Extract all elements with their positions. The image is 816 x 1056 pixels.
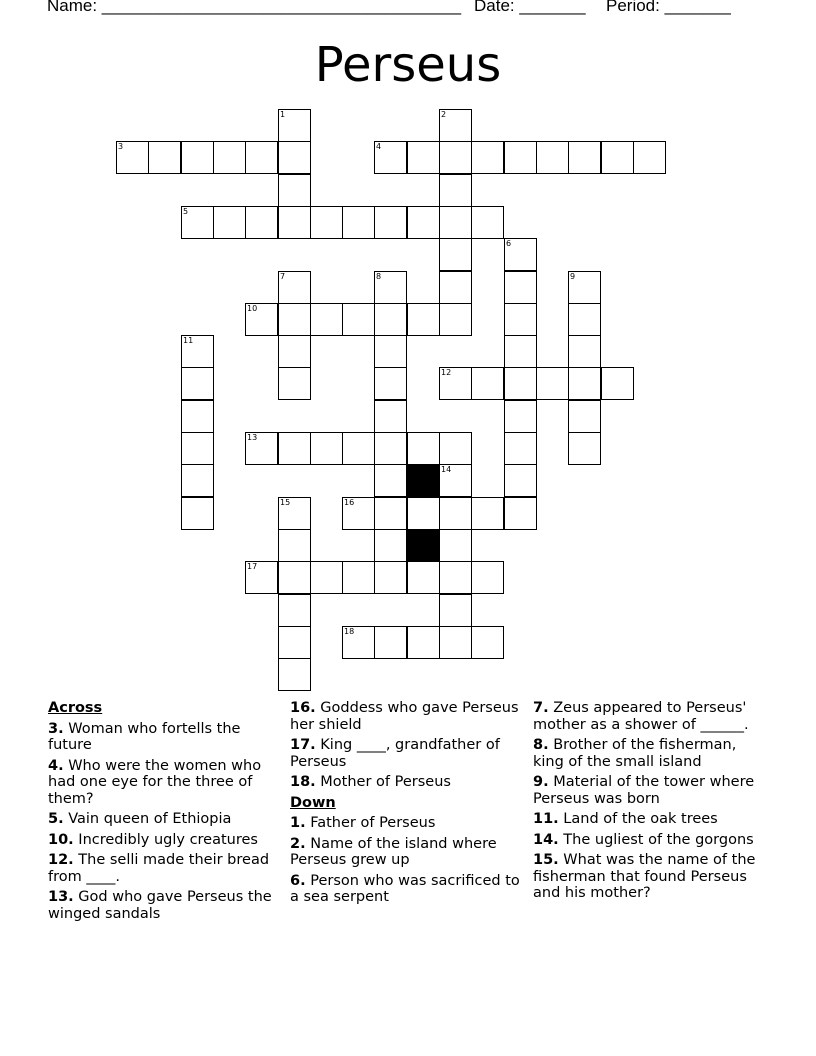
clue-text: Father of Perseus	[310, 815, 436, 831]
clue-number: 16	[344, 498, 355, 507]
crossword-cell[interactable]	[504, 335, 537, 368]
clue-number: 5	[183, 207, 189, 216]
crossword-cell[interactable]	[504, 303, 537, 336]
crossword-cell[interactable]	[439, 174, 472, 207]
crossword-cell[interactable]	[278, 109, 311, 142]
crossword-cell[interactable]	[278, 303, 311, 336]
clue-text: Land of the oak trees	[563, 811, 718, 827]
crossword-cell[interactable]	[278, 141, 311, 174]
clue-number: 8	[376, 272, 382, 281]
crossword-cell[interactable]	[374, 303, 407, 336]
crossword-cell[interactable]	[278, 594, 311, 627]
crossword-cell[interactable]	[245, 206, 278, 239]
clue-number-label: 3.	[48, 720, 64, 737]
clue-item	[290, 815, 525, 832]
crossword-cell[interactable]	[278, 658, 311, 691]
clue-item	[48, 832, 283, 849]
crossword-cell[interactable]	[245, 561, 278, 594]
clue-text: Material of the tower where Perseus was born	[533, 774, 755, 807]
crossword-cell[interactable]	[278, 206, 311, 239]
clue-number-label: 5.	[48, 811, 64, 827]
clue-number: 1	[280, 110, 286, 119]
clue-number-label: 6.	[290, 872, 306, 889]
crossword-cell[interactable]	[310, 561, 343, 594]
crossword-cell[interactable]	[342, 432, 375, 465]
clue-text: Brother of the fisherman, king of the small island	[533, 737, 737, 770]
crossword-cell[interactable]	[278, 432, 311, 465]
clue-number: 15	[280, 498, 291, 507]
crossword-cell[interactable]	[439, 238, 472, 271]
clue-number-label: 8.	[533, 737, 549, 753]
crossword-cell[interactable]	[439, 271, 472, 304]
page-title: Perseus	[314, 37, 502, 93]
crossword-cell[interactable]	[407, 303, 440, 336]
crossword-cell[interactable]	[342, 626, 375, 659]
crossword-cell[interactable]	[407, 561, 440, 594]
clue-number-label: 10.	[48, 831, 74, 848]
crossword-cell[interactable]	[374, 464, 407, 497]
across-heading: Across	[48, 700, 103, 716]
crossword-cell[interactable]	[181, 141, 214, 174]
crossword-cell[interactable]	[148, 141, 181, 174]
crossword-cell[interactable]	[245, 432, 278, 465]
crossword-cell[interactable]	[439, 206, 472, 239]
crossword-cell[interactable]	[374, 271, 407, 304]
crossword-cell[interactable]	[278, 626, 311, 659]
clue-item	[533, 811, 763, 828]
clue-number-label: 18.	[290, 774, 316, 790]
crossword-cell[interactable]	[568, 367, 601, 400]
crossword-cell[interactable]	[374, 141, 407, 174]
clue-text: Goddess who gave Perseus her shield	[290, 700, 519, 733]
crossword-cell[interactable]	[439, 529, 472, 562]
crossword-cell[interactable]	[278, 174, 311, 207]
clue-column-1	[48, 700, 283, 926]
clue-text: Zeus appeared to Perseus' mother as a shower of ______.	[533, 700, 749, 733]
crossword-cell[interactable]	[407, 206, 440, 239]
crossword-cell[interactable]	[278, 529, 311, 562]
crossword-cell[interactable]	[471, 626, 504, 659]
clue-number-label: 13.	[48, 889, 74, 905]
clue-number-label: 1.	[290, 815, 306, 831]
crossword-cell[interactable]	[568, 432, 601, 465]
crossword-cell[interactable]	[278, 367, 311, 400]
crossword-cell[interactable]	[278, 497, 311, 530]
clue-text: King ____, grandfather of Perseus	[290, 737, 500, 770]
period-field[interactable]: Period: _______	[606, 0, 731, 15]
crossword-cell[interactable]	[374, 335, 407, 368]
clue-number: 17	[247, 562, 258, 571]
crossword-cell[interactable]	[407, 432, 440, 465]
clue-text: Incredibly ugly creatures	[78, 831, 258, 848]
crossword-cell[interactable]	[181, 400, 214, 433]
crossword-cell[interactable]	[439, 303, 472, 336]
clue-column-2	[290, 700, 525, 910]
crossword-cell[interactable]	[181, 464, 214, 497]
crossword-cell[interactable]	[439, 626, 472, 659]
crossword-cell[interactable]	[439, 594, 472, 627]
clue-text: Mother of Perseus	[320, 774, 451, 790]
crossword-cell[interactable]	[504, 238, 537, 271]
clue-item	[290, 836, 525, 869]
crossword-cell[interactable]	[310, 206, 343, 239]
crossword-cell[interactable]	[439, 464, 472, 497]
crossword-cell[interactable]	[342, 497, 375, 530]
crossword-cell[interactable]	[568, 400, 601, 433]
crossword-cell[interactable]	[471, 141, 504, 174]
clue-number: 10	[247, 304, 258, 313]
clue-item	[48, 852, 283, 885]
crossword-cell[interactable]	[374, 497, 407, 530]
crossword-cell[interactable]	[310, 432, 343, 465]
crossword-cell[interactable]	[245, 141, 278, 174]
crossword-cell[interactable]	[213, 206, 246, 239]
crossword-cell[interactable]	[504, 141, 537, 174]
crossword-cell[interactable]	[181, 497, 214, 530]
crossword-cell[interactable]	[439, 367, 472, 400]
crossword-cell[interactable]	[504, 432, 537, 465]
crossword-cell[interactable]	[407, 141, 440, 174]
clue-number: 13	[247, 433, 258, 442]
crossword-cell[interactable]	[278, 271, 311, 304]
clue-number-label: 7.	[533, 700, 549, 716]
crossword-cell[interactable]	[568, 141, 601, 174]
clue-number: 18	[344, 627, 355, 636]
clue-item	[533, 737, 763, 770]
clue-number-label: 11.	[533, 811, 559, 827]
clue-text: Woman who fortells the future	[48, 720, 241, 753]
crossword-cell[interactable]	[116, 141, 149, 174]
crossword-cell[interactable]	[278, 561, 311, 594]
crossword-cell[interactable]	[310, 303, 343, 336]
clue-text: What was the name of the fisherman that found Perseus and his mother?	[533, 852, 756, 901]
clue-item	[48, 811, 283, 828]
clue-text: God who gave Perseus the winged sandals	[48, 889, 272, 922]
clue-item	[48, 758, 283, 808]
clue-number: 6	[506, 239, 512, 248]
down-heading: Down	[290, 794, 336, 811]
crossword-cell[interactable]	[407, 626, 440, 659]
crossword-cell[interactable]	[439, 497, 472, 530]
clue-number-label: 12.	[48, 852, 74, 868]
crossword-cell[interactable]	[374, 626, 407, 659]
crossword-cell[interactable]	[245, 303, 278, 336]
clue-item	[290, 873, 525, 906]
crossword-cell[interactable]	[407, 497, 440, 530]
crossword-cell[interactable]	[471, 561, 504, 594]
crossword-cell[interactable]	[213, 141, 246, 174]
clue-item	[533, 774, 763, 807]
clue-number-label: 16.	[290, 700, 316, 716]
crossword-cell[interactable]	[342, 561, 375, 594]
clue-number: 11	[183, 336, 194, 345]
clue-number-label: 2.	[290, 835, 306, 852]
clue-number: 4	[376, 142, 382, 151]
clue-number-label: 9.	[533, 774, 549, 790]
date-field[interactable]: Date: _______	[474, 0, 586, 15]
crossword-cell[interactable]	[439, 561, 472, 594]
crossword-cell[interactable]	[374, 206, 407, 239]
crossword-cell[interactable]	[374, 400, 407, 433]
clue-text: Name of the island where Perseus grew up	[290, 835, 497, 868]
crossword-cell[interactable]	[536, 367, 569, 400]
crossword-black-cell	[407, 464, 440, 497]
clue-number-label: 4.	[48, 757, 64, 774]
clue-number: 9	[570, 272, 576, 281]
clue-number-label: 15.	[533, 852, 559, 868]
crossword-cell[interactable]	[633, 141, 666, 174]
clue-number-label: 17.	[290, 737, 316, 753]
crossword-cell[interactable]	[181, 335, 214, 368]
clue-column-3	[533, 700, 763, 906]
crossword-cell[interactable]	[536, 141, 569, 174]
crossword-cell[interactable]	[471, 206, 504, 239]
crossword-cell[interactable]	[568, 271, 601, 304]
crossword-cell[interactable]	[342, 303, 375, 336]
clue-item	[533, 700, 763, 733]
clue-item	[533, 852, 763, 902]
clue-item	[290, 774, 525, 791]
crossword-cell[interactable]	[374, 432, 407, 465]
clue-item	[290, 700, 525, 733]
crossword-cell[interactable]	[568, 303, 601, 336]
crossword-cell[interactable]	[439, 109, 472, 142]
clue-text: Person who was sacrificed to a sea serpent	[290, 872, 520, 905]
crossword-cell[interactable]	[504, 400, 537, 433]
crossword-cell[interactable]	[181, 432, 214, 465]
crossword-cell[interactable]	[439, 432, 472, 465]
clue-item	[48, 889, 283, 922]
clue-text: Who were the women who had one eye for the three of them?	[48, 757, 262, 807]
crossword-cell[interactable]	[374, 561, 407, 594]
crossword-cell[interactable]	[601, 141, 634, 174]
clue-text: The ugliest of the gorgons	[563, 831, 754, 848]
crossword-cell[interactable]	[471, 367, 504, 400]
clue-item	[533, 832, 763, 849]
crossword-cell[interactable]	[504, 497, 537, 530]
crossword-cell[interactable]	[342, 206, 375, 239]
crossword-cell[interactable]	[439, 141, 472, 174]
clue-text: The selli made their bread from ____.	[48, 852, 270, 885]
clue-item	[290, 737, 525, 770]
crossword-cell[interactable]	[374, 529, 407, 562]
crossword-cell[interactable]	[181, 367, 214, 400]
clue-number: 14	[441, 465, 452, 474]
crossword-cell[interactable]	[504, 271, 537, 304]
crossword-cell[interactable]	[601, 367, 634, 400]
name-field[interactable]: Name: ______________________________________	[47, 0, 462, 15]
clue-item	[48, 721, 283, 754]
clue-number: 2	[441, 110, 447, 119]
crossword-cell[interactable]	[278, 335, 311, 368]
crossword-cell[interactable]	[471, 497, 504, 530]
clue-number: 3	[118, 142, 124, 151]
clue-number: 7	[280, 272, 286, 281]
crossword-cell[interactable]	[374, 367, 407, 400]
clue-text: Vain queen of Ethiopia	[68, 811, 232, 827]
clue-number: 12	[441, 368, 452, 377]
clue-number-label: 14.	[533, 831, 559, 848]
crossword-cell[interactable]	[181, 206, 214, 239]
crossword-black-cell	[407, 529, 440, 562]
crossword-cell[interactable]	[504, 367, 537, 400]
crossword-cell[interactable]	[568, 335, 601, 368]
crossword-cell[interactable]	[504, 464, 537, 497]
